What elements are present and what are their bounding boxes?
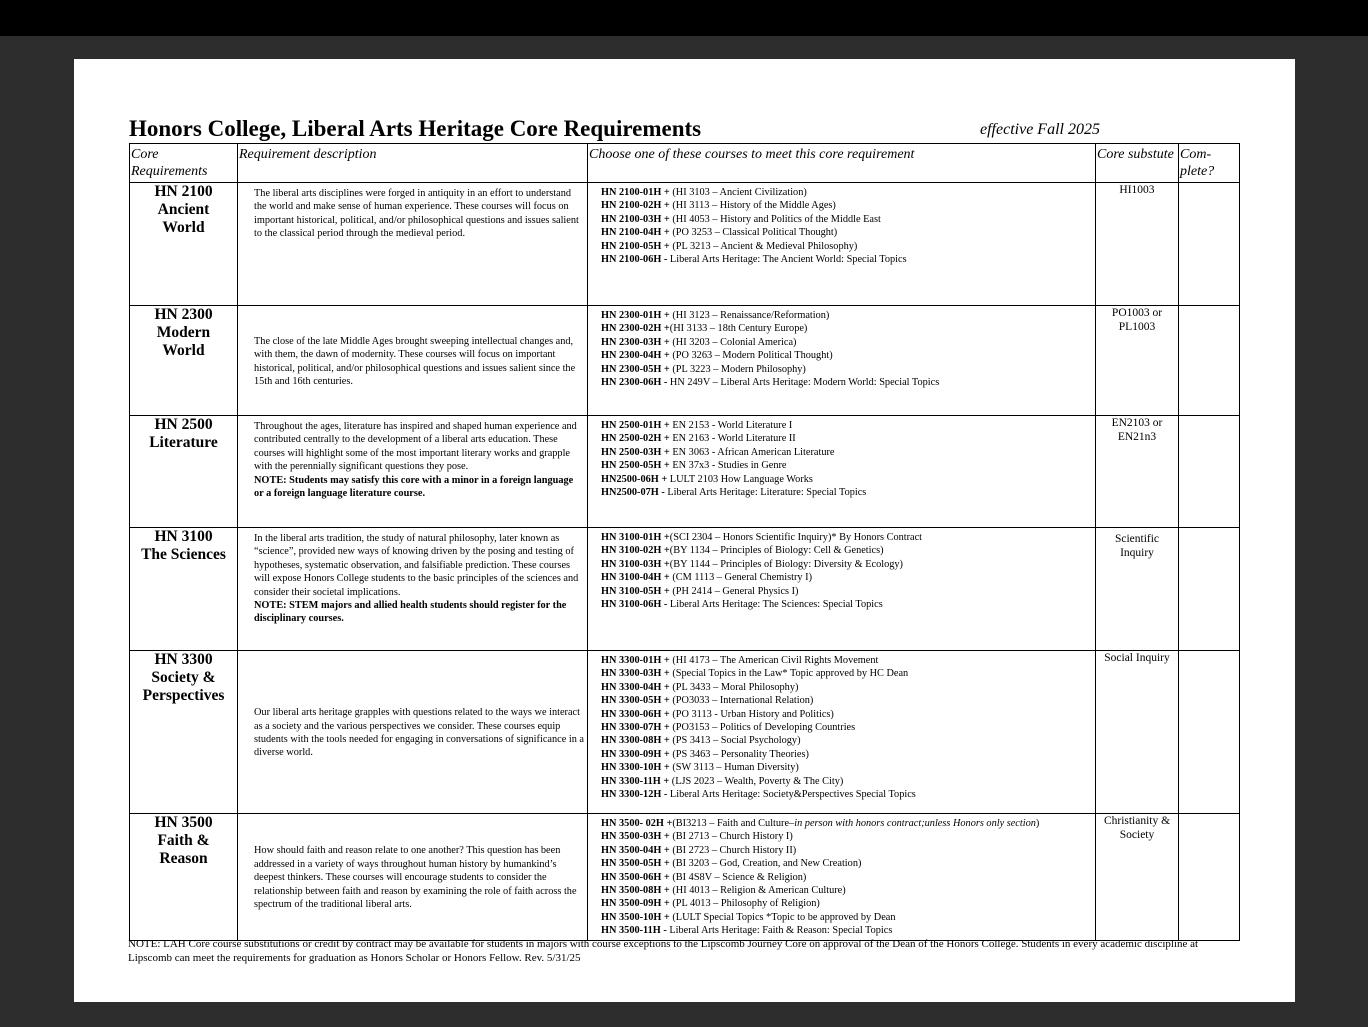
course-option-code: HN 3100-05H + — [601, 585, 670, 597]
course-option-text: (PO3153 – Politics of Developing Countries — [669, 722, 856, 734]
requirement-description-cell — [238, 306, 588, 416]
course-option-text: (PL 3433 – Moral Philosophy) — [669, 681, 799, 693]
course-option — [601, 253, 1093, 266]
course-option-code: HN 2500-05H + — [601, 460, 670, 472]
course-option-text: (PL 3213 – Ancient & Medieval Philosophy) — [669, 240, 858, 252]
course-option-text: (PH 2414 – General Physics I) — [669, 585, 799, 597]
course-option-code: HN 2300-06H - — [601, 377, 668, 389]
core-code: HN 2100 — [154, 183, 213, 200]
course-option — [601, 761, 1093, 774]
requirement-description: The close of the late Middle Ages brought sweeping intellectual changes and, with them, the dawn of modernity. These courses will focus on important historical, political, and/or philosophical questions and issues salient since the 15th and 16th centuries. — [254, 335, 576, 387]
course-options-cell — [588, 651, 1096, 814]
requirement-description: The liberal arts disciplines were forged in antiquity in an effort to understand the world and make sense of human experience. These courses will focus on important historical, political, and/or philosophical questions and issues salient to the classical period through the medieval period. — [254, 188, 579, 240]
core-name: Ancient World — [157, 201, 210, 236]
course-option-text: (SCI 2304 – Honors Scientific Inquiry)* By Honors Contract — [669, 532, 923, 543]
table-row — [130, 306, 1240, 416]
course-option-text: (BI 2713 – Church History I) — [669, 831, 793, 843]
course-option-text: Liberal Arts Heritage: Society&Perspectives Special Topics — [667, 789, 916, 801]
course-option — [601, 844, 1093, 857]
course-option-code: HN 3300-05H + — [601, 695, 670, 707]
header-requirement-description: Requirement description — [238, 144, 588, 183]
core-substitute: Social Inquiry — [1104, 652, 1170, 664]
course-option-code: HN 2500-01H + — [601, 420, 670, 431]
course-option-code: HN 3500-06H + — [601, 871, 670, 883]
course-option-text: (HI 3133 – 18th Century Europe) — [669, 323, 808, 335]
effective-date: effective Fall 2025 — [980, 121, 1100, 138]
course-option — [601, 199, 1093, 212]
course-option — [601, 708, 1093, 721]
course-option-text: (CM 1113 – General Chemistry I) — [669, 572, 813, 584]
course-option — [601, 884, 1093, 897]
course-option-text: (HI 4013 – Religion & American Culture) — [669, 885, 846, 897]
core-name: The Sciences — [141, 546, 226, 563]
course-option-code: HN 3500-04H + — [601, 844, 670, 856]
requirement-description: Throughout the ages, literature has inspired and shaped human experience and contributed centrally to the development of a liberal arts education. These courses will highlight some of the most important literary works and grapple with the perennially significant questions they pose. — [254, 421, 577, 473]
course-options-cell — [588, 306, 1096, 416]
course-option — [601, 226, 1093, 239]
course-option-code: HN 3100-03H + — [601, 558, 670, 570]
core-substitute: EN2103 or EN21n3 — [1111, 417, 1163, 443]
requirement-description-cell — [238, 416, 588, 528]
course-option-code: HN 2300-04H + — [601, 350, 670, 362]
course-option — [601, 871, 1093, 884]
core-substitute-cell — [1096, 306, 1179, 416]
course-option-code: HN 3500-11H - — [601, 925, 667, 937]
table-header-row — [130, 144, 1240, 183]
header-course-choices: Choose one of these courses to meet this core requirement — [588, 144, 1096, 183]
course-option-text: EN 37x3 - Studies in Genre — [669, 460, 787, 472]
viewer-top-bar — [0, 0, 1368, 36]
course-option-code: HN 3300-03H + — [601, 668, 670, 680]
course-option — [601, 432, 1093, 445]
core-code: HN 2300 — [154, 306, 213, 323]
course-option-text: (BI3213 – Faith and Culture– — [672, 818, 795, 829]
course-option — [601, 363, 1093, 376]
core-substitute: Scientific Inquiry — [1114, 533, 1160, 559]
core-code: HN 2500 — [154, 416, 213, 433]
course-option — [601, 897, 1093, 910]
course-option — [601, 571, 1093, 584]
course-option-code: HN 2100-02H + — [601, 200, 670, 212]
course-option-code: HN 3500-10H + — [601, 911, 670, 923]
course-option-text: EN 2153 - World Literature I — [669, 420, 793, 431]
course-option-code: HN 3500-03H + — [601, 831, 670, 843]
table-row — [130, 183, 1240, 306]
core-code-cell — [130, 528, 238, 651]
core-code: HN 3300 — [154, 651, 213, 668]
course-option — [601, 336, 1093, 349]
core-substitute-cell — [1096, 183, 1179, 306]
course-option-code: HN 3500-05H + — [601, 858, 670, 870]
course-option-code: HN 3300-12H - — [601, 789, 668, 801]
core-code-cell — [130, 306, 238, 416]
course-options-cell — [588, 183, 1096, 306]
course-option-text: Liberal Arts Heritage: The Ancient World: Special Topics — [667, 254, 907, 266]
course-option-code: HN 3100-04H + — [601, 572, 670, 584]
complete-checkbox-cell — [1179, 183, 1240, 306]
course-option-code: HN 3300-11H + — [601, 775, 670, 787]
course-option-code: HN 2100-04H + — [601, 227, 670, 239]
course-option-text: (HI 3203 – Colonial America) — [669, 336, 797, 348]
course-option — [601, 531, 1093, 544]
core-code: HN 3100 — [154, 528, 213, 545]
course-option — [601, 681, 1093, 694]
course-option-text: Liberal Arts Heritage: The Sciences: Special Topics — [667, 599, 883, 611]
course-option-code: HN 3100-02H + — [601, 545, 670, 557]
course-option-code: HN 3300-07H + — [601, 722, 670, 734]
course-option-code: HN 2100-01H + — [601, 187, 670, 198]
course-option-text: (LJS 2023 – Wealth, Poverty & The City) — [669, 775, 844, 787]
course-option — [601, 309, 1093, 322]
course-option-code: HN 3500-09H + — [601, 898, 670, 910]
course-option-code: HN 3300-01H + — [601, 655, 670, 666]
course-option-text: (PL 3223 – Modern Philosophy) — [669, 363, 806, 375]
course-option — [601, 213, 1093, 226]
course-option-text: EN 2163 - World Literature II — [669, 433, 796, 445]
course-options-cell — [588, 416, 1096, 528]
core-substitute: Christianity & Society — [1103, 815, 1171, 841]
course-option-code: HN 3300-04H + — [601, 681, 670, 693]
footnote: NOTE: LAH Core course substitutions or credit by contract may be available for students in majors with course exceptions to the Lipscomb Journey Core on approval of the Dean of the Honors College. Students in every academic discipline at Lipscomb can meet the requirements for graduation as Honors Scholar or Honors Fellow. Rev. 5/31/25 — [128, 938, 1199, 964]
course-option-text: (BI 3203 – God, Creation, and New Creation) — [669, 858, 862, 870]
course-option — [601, 544, 1093, 557]
course-option-text: (HI 3103 – Ancient Civilization) — [669, 187, 807, 198]
course-option-code: HN 2300-05H + — [601, 363, 670, 375]
requirement-description-cell — [238, 651, 588, 814]
course-option-text: HN 249V – Liberal Arts Heritage: Modern World: Special Topics — [667, 377, 940, 389]
course-option — [601, 667, 1093, 680]
course-option-text: (BY 1144 – Principles of Biology: Diversity & Ecology) — [669, 558, 903, 570]
course-option-code: HN 3300-06H + — [601, 708, 670, 720]
core-name: Society & Perspectives — [142, 669, 225, 704]
core-substitute-cell — [1096, 528, 1179, 651]
course-options-cell — [588, 528, 1096, 651]
course-option-text: (Special Topics in the Law* Topic approved by HC Dean — [669, 668, 909, 680]
course-option-text: (BY 1134 – Principles of Biology: Cell & Genetics) — [669, 545, 884, 557]
core-substitute-cell — [1096, 814, 1179, 941]
complete-checkbox-cell — [1179, 528, 1240, 651]
course-option-text: (HI 3113 – History of the Middle Ages) — [669, 200, 836, 212]
core-requirements-table — [129, 143, 1240, 941]
course-option — [601, 830, 1093, 843]
course-option-text: (BI 2723 – Church History II) — [669, 844, 797, 856]
core-code-cell — [130, 814, 238, 941]
course-option — [601, 654, 1093, 667]
requirement-description-cell — [238, 528, 588, 651]
core-code-cell — [130, 183, 238, 306]
course-option — [601, 911, 1093, 924]
course-option-code: HN 2300-03H + — [601, 336, 670, 348]
course-option — [601, 694, 1093, 707]
course-option-tail: ) — [1035, 818, 1040, 829]
core-code: HN 3500 — [154, 814, 213, 831]
requirement-description-cell — [238, 814, 588, 941]
complete-checkbox-cell — [1179, 651, 1240, 814]
course-option-text: (PO 3113 - Urban History and Politics) — [669, 708, 834, 720]
course-option-code: HN 2500-02H + — [601, 433, 670, 445]
course-option-code: HN 3100-01H + — [601, 532, 670, 543]
complete-checkbox-cell — [1179, 306, 1240, 416]
course-option-text: (HI 4173 – The American Civil Rights Movement — [669, 655, 879, 666]
course-option-code: HN 3300-10H + — [601, 762, 670, 774]
course-option-text: Liberal Arts Heritage: Literature: Special Topics — [664, 487, 867, 499]
table-row — [130, 814, 1240, 941]
requirement-note: NOTE: STEM majors and allied health students should register for the disciplinary courses. — [254, 600, 567, 625]
course-option — [601, 748, 1093, 761]
core-substitute-cell — [1096, 416, 1179, 528]
requirement-description: How should faith and reason relate to one another? This question has been addressed in a variety of ways throughout human history by humankind’s deepest thinkers. These courses will encourage students to consider the relationship between faith and reason by examining the role of faith across the spectrum of the traditional liberal arts. — [254, 845, 577, 910]
course-option-text: (PO3033 – International Relation) — [669, 695, 814, 707]
course-option-text: (PO 3253 – Classical Political Thought) — [669, 227, 838, 239]
course-option — [601, 721, 1093, 734]
course-option-text: (PS 3413 – Social Psychology) — [669, 735, 801, 747]
course-option-code: HN 3500-08H + — [601, 885, 670, 897]
course-option-qualifier: in person with honors contract;unless Honors only section — [794, 818, 1036, 829]
course-option-text: (HI 3123 – Renaissance/Reformation) — [669, 310, 830, 321]
core-code-cell — [130, 416, 238, 528]
header-core-requirements: Core Requirements — [130, 144, 238, 183]
course-option-code: HN 3100-06H - — [601, 599, 668, 611]
document-title: Honors College, Liberal Arts Heritage Core Requirements — [129, 116, 702, 141]
course-option — [601, 817, 1093, 830]
course-option-text: (SW 3113 – Human Diversity) — [669, 762, 799, 774]
course-option — [601, 924, 1093, 937]
course-option-code: HN 2100-03H + — [601, 213, 670, 225]
table-row — [130, 416, 1240, 528]
course-option-text: (PO 3263 – Modern Political Thought) — [669, 350, 833, 362]
course-option-code: HN 2500-03H + — [601, 446, 670, 458]
course-option — [601, 857, 1093, 870]
course-option-text: (PL 4013 – Philosophy of Religion) — [669, 898, 820, 910]
course-option-text: (PS 3463 – Personality Theories) — [669, 748, 809, 760]
course-option — [601, 558, 1093, 571]
course-option — [601, 419, 1093, 432]
course-option — [601, 186, 1093, 199]
core-substitute: HI1003 — [1119, 184, 1155, 196]
course-option — [601, 486, 1093, 499]
header-complete: Com-plete? — [1179, 144, 1240, 183]
course-option — [601, 788, 1093, 801]
table-row — [130, 528, 1240, 651]
course-option — [601, 349, 1093, 362]
course-option-text: EN 3063 - African American Literature — [669, 446, 835, 458]
course-options-cell — [588, 814, 1096, 941]
requirement-description: In the liberal arts tradition, the study of natural philosophy, later known as “science”, provided new ways of knowing driven by the posing and testing of hypotheses, systematic observation, and falsifiable prediction. These courses will expose Honors College students to the basic principles of the sciences and consider their societal implications. — [254, 533, 579, 598]
core-code-cell — [130, 651, 238, 814]
course-option — [601, 473, 1093, 486]
course-option — [601, 585, 1093, 598]
course-option-text: (HI 4053 – History and Politics of the Middle East — [669, 213, 881, 225]
course-option-text: (LULT Special Topics *Topic to be approved by Dean — [669, 911, 896, 923]
course-option — [601, 322, 1093, 335]
course-option-code: HN 2300-01H + — [601, 310, 670, 321]
course-option-text: (BI 4S8V – Science & Religion) — [669, 871, 807, 883]
course-option-code: HN 3500- 02H + — [601, 818, 673, 829]
complete-checkbox-cell — [1179, 814, 1240, 941]
course-option-code: HN2500-06H + — [601, 473, 668, 485]
core-substitute: PO1003 or PL1003 — [1111, 307, 1163, 333]
course-option-code: HN 2100-05H + — [601, 240, 670, 252]
core-name: Literature — [149, 434, 218, 451]
complete-checkbox-cell — [1179, 416, 1240, 528]
course-option-code: HN 2100-06H - — [601, 254, 668, 266]
course-option — [601, 376, 1093, 389]
header-core-substitute: Core substute — [1096, 144, 1179, 183]
course-option-text: LULT 2103 How Language Works — [667, 473, 813, 485]
course-option-code: HN 2300-02H + — [601, 323, 670, 335]
document-page — [74, 59, 1295, 1002]
course-option-code: HN2500-07H - — [601, 487, 665, 499]
table-row — [130, 651, 1240, 814]
core-substitute-cell — [1096, 651, 1179, 814]
course-option — [601, 446, 1093, 459]
course-option-text: Liberal Arts Heritage: Faith & Reason: Special Topics — [666, 925, 893, 937]
requirement-description: Our liberal arts heritage grapples with questions related to the ways we interact as a society and the various perspectives we consider. These courses equip students with the tools needed for engaging in conversations of significance in a diverse world. — [254, 707, 584, 759]
course-option — [601, 459, 1093, 472]
document-header — [129, 116, 1239, 144]
core-name: Modern World — [156, 324, 211, 359]
course-option — [601, 775, 1093, 788]
requirement-note: NOTE: Students may satisfy this core with a minor in a foreign language or a foreign language literature course. — [254, 474, 574, 500]
requirement-description-cell — [238, 183, 588, 306]
course-option — [601, 240, 1093, 253]
course-option — [601, 734, 1093, 747]
course-option-code: HN 3300-08H + — [601, 735, 670, 747]
course-option-code: HN 3300-09H + — [601, 748, 670, 760]
course-option — [601, 598, 1093, 611]
core-name: Faith & Reason — [157, 832, 210, 867]
